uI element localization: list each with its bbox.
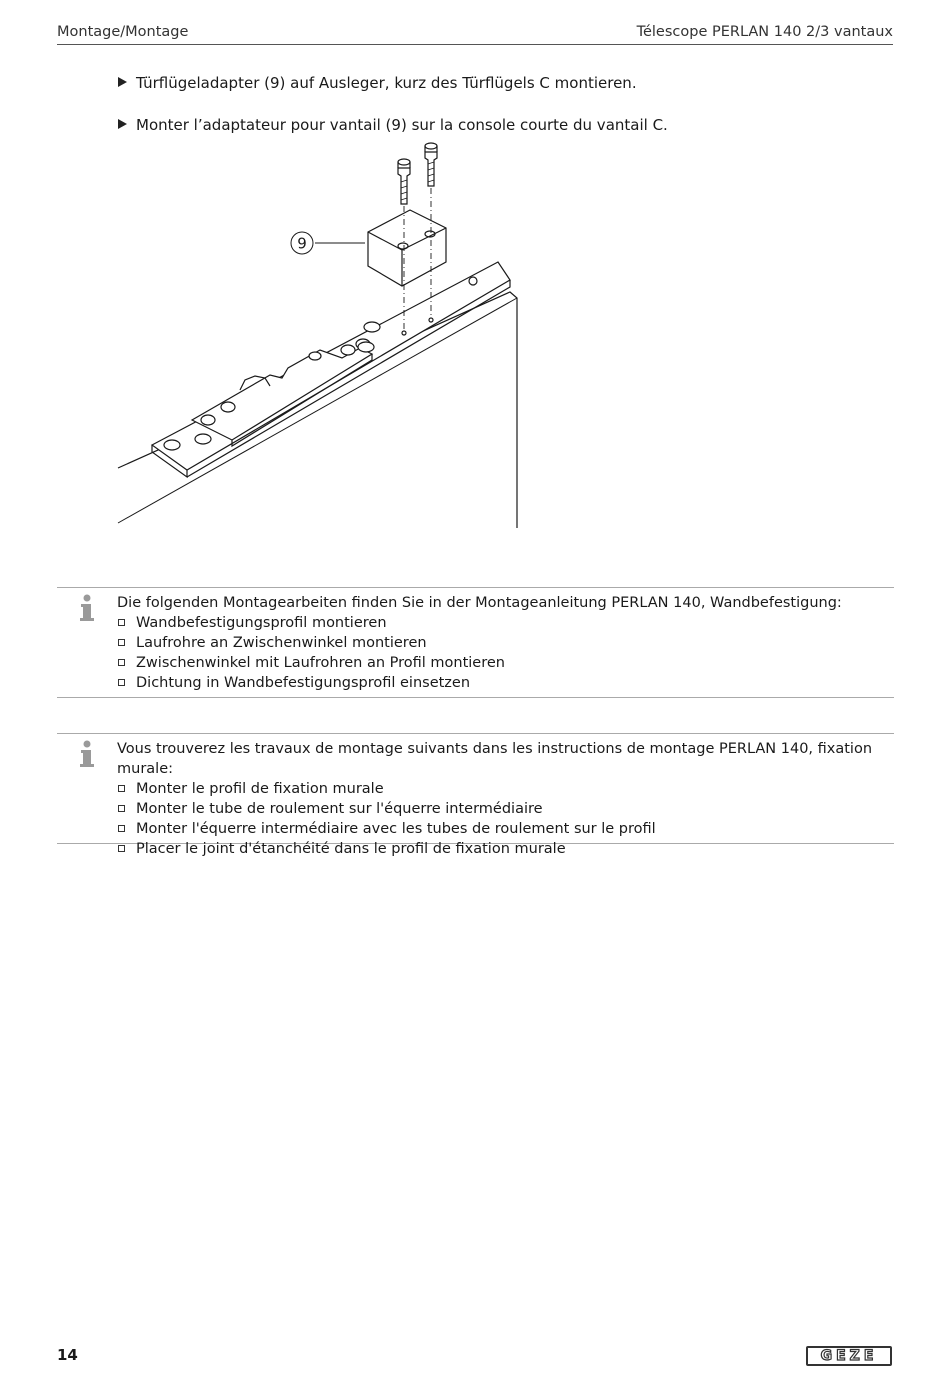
header-product-title: Télescope PERLAN 140 2/3 vantaux	[636, 24, 893, 40]
info-note-fr-body	[117, 739, 894, 859]
instruction-step-fr	[118, 116, 668, 134]
list-item: Wandbefestigungsprofil montieren	[117, 613, 842, 633]
page-number: 14	[57, 1346, 78, 1364]
header-rule	[57, 44, 893, 45]
instruction-step-fr-text: Monter l’adaptateur pour vantail (9) sur la console courte du vantail C.	[136, 116, 668, 134]
door-leaf-edge	[118, 298, 517, 523]
instruction-step-de-text: Türflügeladapter (9) auf Ausleger, kurz des Türflügels C montieren.	[136, 74, 637, 92]
instruction-step-de	[118, 74, 637, 92]
info-note-fr-list	[117, 779, 894, 859]
callout-number: 9	[297, 234, 307, 253]
bullet-triangle-icon	[118, 119, 127, 129]
info-note-fr	[57, 733, 894, 857]
info-note-de	[57, 587, 894, 698]
arm-body	[192, 348, 372, 440]
list-item: Zwischenwinkel mit Laufrohren an Profil montieren	[117, 653, 842, 673]
list-item: Monter l'équerre intermédiaire avec les tubes de roulement sur le profil	[117, 819, 894, 839]
list-item: Monter le tube de roulement sur l'équerre intermédiaire	[117, 799, 894, 819]
info-note-de-list	[117, 613, 842, 693]
list-item: Placer le joint d'étanchéité dans le profil de fixation murale	[117, 839, 894, 859]
header-section-title: Montage/Montage	[57, 24, 189, 40]
list-item: Laufrohre an Zwischenwinkel montieren	[117, 633, 842, 653]
brand-logo-text: GEZE	[820, 1348, 878, 1364]
info-note-de-body	[117, 593, 842, 693]
info-note-de-intro: Die folgenden Montagearbeiten finden Sie in der Montageanleitung PERLAN 140, Wandbefestigung:	[117, 595, 842, 611]
bullet-triangle-icon	[118, 77, 127, 87]
assembly-illustration	[110, 140, 530, 532]
info-icon	[79, 594, 95, 622]
info-note-fr-intro: Vous trouverez les travaux de montage suivants dans les instructions de montage PERLAN 140, fixation murale:	[117, 741, 873, 777]
screws	[398, 143, 437, 204]
brand-logo	[806, 1346, 892, 1366]
list-item: Dichtung in Wandbefestigungsprofil einsetzen	[117, 673, 842, 693]
info-icon	[79, 740, 95, 768]
list-item: Monter le profil de fixation murale	[117, 779, 894, 799]
